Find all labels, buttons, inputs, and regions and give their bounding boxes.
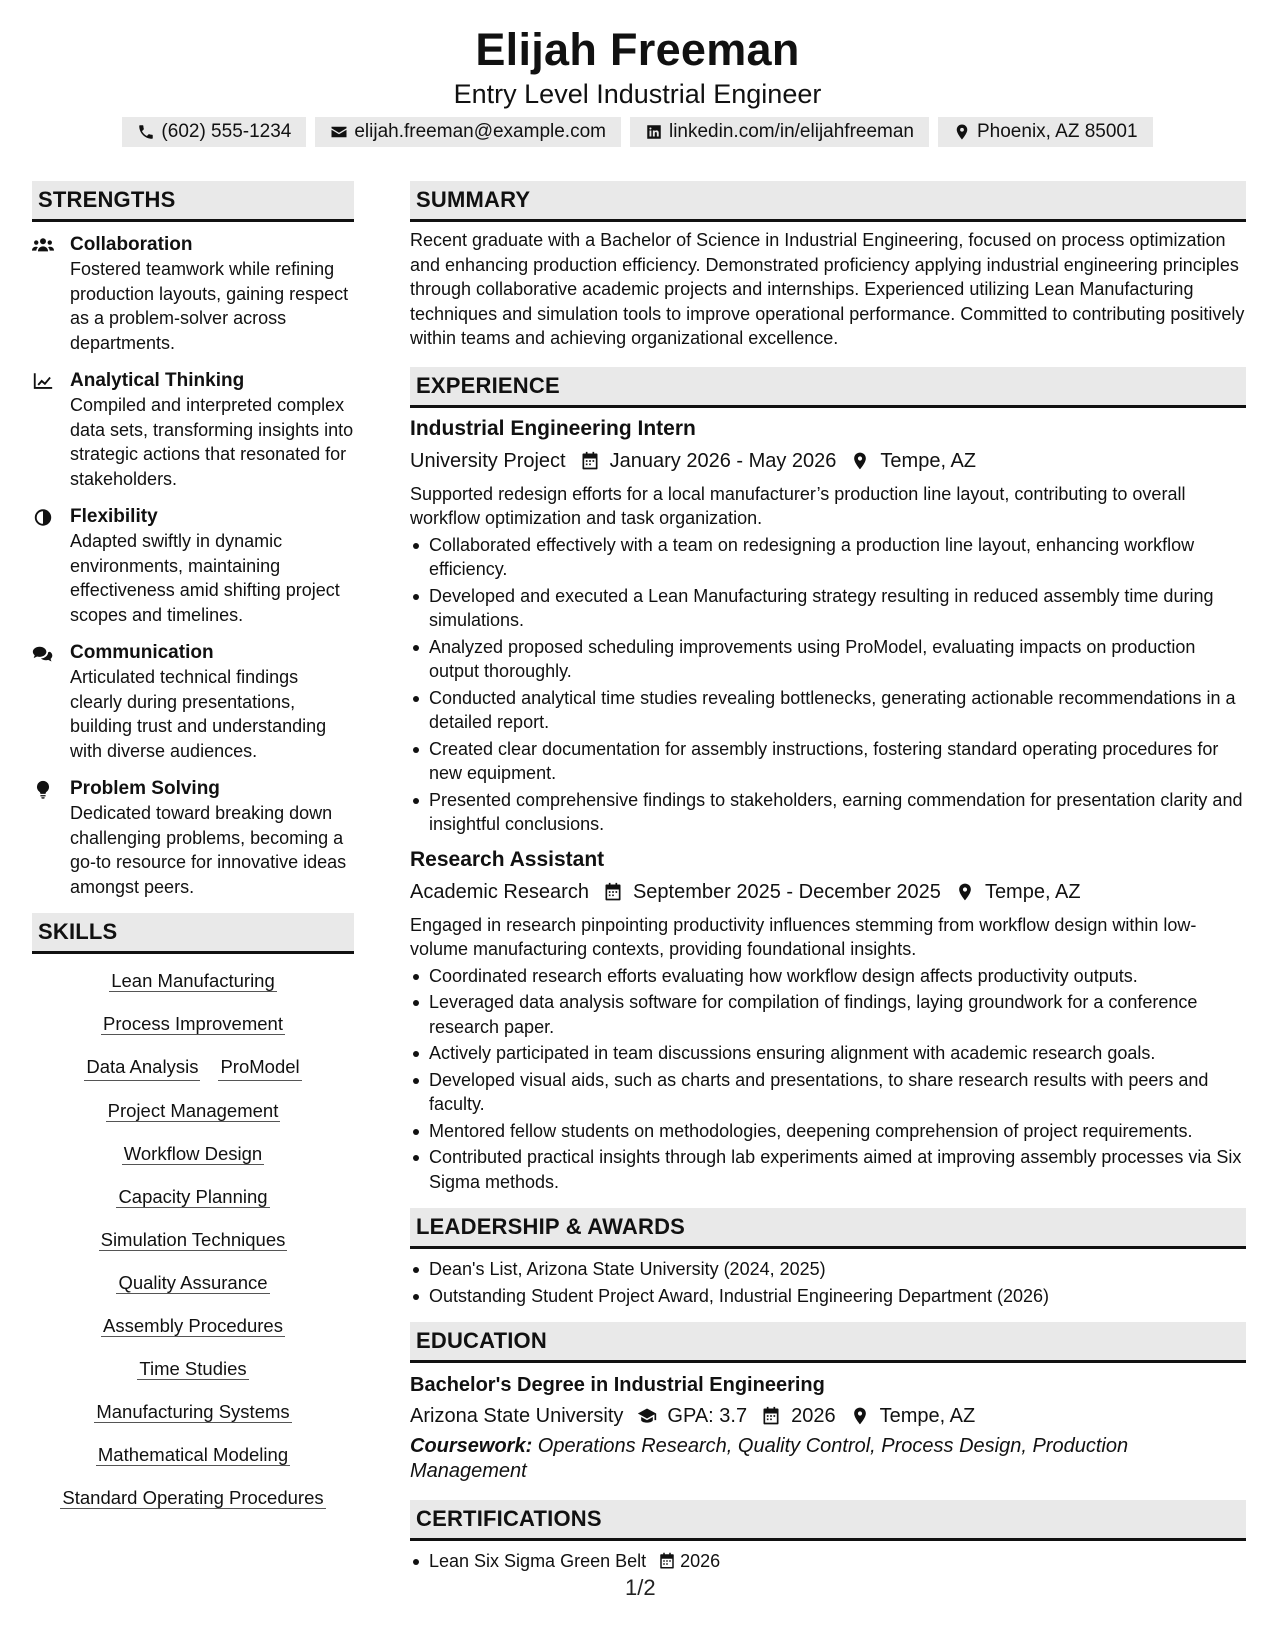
skill-row bbox=[38, 1442, 348, 1468]
job-position: Research Assistant bbox=[410, 847, 605, 871]
linkedin-text: linkedin.com/in/elijahfreeman bbox=[668, 121, 914, 142]
skill-row bbox=[38, 1141, 348, 1167]
strength-desc: Dedicated toward breaking down challenging problems, becoming a go-to resource for innovative ideas amongst peers. bbox=[70, 803, 347, 897]
strength-item bbox=[32, 505, 354, 627]
skill-row bbox=[38, 1270, 348, 1296]
left-column bbox=[32, 181, 354, 1511]
job-position: Industrial Engineering Intern bbox=[410, 416, 696, 440]
job-bullets bbox=[410, 533, 1246, 837]
job-description: Supported redesign efforts for a local manufacturer’s production line layout, contributing to overall workflow optimization and task organization. bbox=[410, 483, 1186, 528]
skill-row bbox=[38, 1485, 348, 1511]
skill-tag: Time Studies bbox=[139, 1358, 247, 1379]
skill-tag: Capacity Planning bbox=[118, 1186, 268, 1207]
skills-heading: SKILLS bbox=[32, 913, 354, 954]
skill-row bbox=[38, 1313, 348, 1339]
skill-tag: Process Improvement bbox=[103, 1013, 283, 1034]
bullet-item: Leveraged data analysis software for compilation of findings, laying groundwork for a conference research paper. bbox=[410, 990, 1246, 1039]
skill-row bbox=[38, 1184, 348, 1210]
certification-year: 2026 bbox=[680, 1551, 721, 1571]
strength-desc: Adapted swiftly in dynamic environments, maintaining effectiveness amid shifting project scopes and timelines. bbox=[70, 531, 340, 625]
contrast-icon bbox=[32, 508, 54, 527]
skill-tag: Manufacturing Systems bbox=[96, 1401, 290, 1422]
contact-linkedin[interactable] bbox=[630, 117, 929, 147]
job-meta bbox=[410, 446, 1246, 476]
school-name: Arizona State University bbox=[410, 1405, 624, 1427]
right-column bbox=[410, 181, 1246, 1576]
users-icon bbox=[32, 236, 54, 255]
contact-bar bbox=[0, 117, 1275, 147]
skill-tag: Standard Operating Procedures bbox=[62, 1487, 324, 1508]
job-dates: January 2026 - May 2026 bbox=[609, 449, 837, 472]
bullet-item: Contributed practical insights through lab experiments aimed at improving assembly processes via Six Sigma methods. bbox=[410, 1145, 1246, 1194]
coursework-label: Coursework: bbox=[410, 1435, 533, 1457]
phone-text: (602) 555-1234 bbox=[161, 121, 292, 142]
contact-email[interactable] bbox=[315, 117, 621, 147]
strength-item bbox=[32, 641, 354, 763]
resume-header bbox=[0, 0, 1275, 147]
job-meta bbox=[410, 877, 1246, 907]
graduation-year: 2026 bbox=[791, 1405, 836, 1427]
job-bullets bbox=[410, 964, 1246, 1195]
bullet-item: Actively participated in team discussions ensuring alignment with academic research goals. bbox=[410, 1041, 1246, 1066]
awards-heading: LEADERSHIP & AWARDS bbox=[410, 1208, 1246, 1249]
bullet-item: Coordinated research efforts evaluating how workflow design affects productivity outputs. bbox=[410, 964, 1246, 989]
experience-heading: EXPERIENCE bbox=[410, 367, 1246, 408]
calendar-icon bbox=[761, 1406, 781, 1426]
bullet-item: Collaborated effectively with a team on redesigning a production line layout, enhancing workflow efficiency. bbox=[410, 533, 1246, 582]
strength-title: Flexibility bbox=[70, 506, 158, 527]
job-location: Tempe, AZ bbox=[984, 880, 1081, 903]
strengths-list bbox=[32, 222, 354, 899]
bullet-item: Conducted analytical time studies revealing bottlenecks, generating actionable recommendations in a detailed report. bbox=[410, 686, 1246, 735]
map-pin-icon bbox=[850, 451, 870, 471]
strength-title: Collaboration bbox=[70, 234, 193, 255]
skill-row bbox=[38, 1356, 348, 1382]
map-pin-icon bbox=[850, 1406, 870, 1426]
page-number: 1/2 bbox=[625, 1575, 656, 1600]
calendar-icon bbox=[580, 451, 600, 471]
strength-desc: Fostered teamwork while refining production layouts, gaining respect as a problem-solver across departments. bbox=[70, 259, 349, 353]
education-heading: EDUCATION bbox=[410, 1322, 1246, 1363]
gpa: GPA: 3.7 bbox=[667, 1405, 748, 1427]
skill-row bbox=[38, 1399, 348, 1425]
map-pin-icon bbox=[955, 882, 975, 902]
contact-phone[interactable] bbox=[122, 117, 306, 147]
email-text: elijah.freeman@example.com bbox=[354, 121, 606, 142]
bullet-item: Developed and executed a Lean Manufacturing strategy resulting in reduced assembly time during simulations. bbox=[410, 584, 1246, 633]
education-meta bbox=[410, 1401, 1246, 1431]
strength-desc: Compiled and interpreted complex data sets, transforming insights into strategic actions that resonated for stakeholders. bbox=[70, 395, 354, 489]
certifications-list bbox=[410, 1549, 1246, 1574]
skill-row bbox=[38, 1011, 348, 1037]
skill-tag: Project Management bbox=[107, 1100, 279, 1121]
strength-item bbox=[32, 369, 354, 491]
bullet-item: Analyzed proposed scheduling improvements using ProModel, evaluating impacts on production output thoroughly. bbox=[410, 635, 1246, 684]
job-title: Entry Level Industrial Engineer bbox=[453, 79, 822, 109]
award-item: Outstanding Student Project Award, Industrial Engineering Department (2026) bbox=[410, 1284, 1246, 1309]
phone-icon bbox=[137, 123, 155, 141]
certifications-heading: CERTIFICATIONS bbox=[410, 1500, 1246, 1541]
degree-title: Bachelor's Degree in Industrial Engineering bbox=[410, 1374, 825, 1396]
skill-tag: Workflow Design bbox=[123, 1143, 263, 1164]
calendar-icon bbox=[658, 1552, 676, 1570]
strength-item bbox=[32, 777, 354, 899]
skill-tag: Data Analysis bbox=[84, 1054, 200, 1081]
graduation-cap-icon bbox=[637, 1406, 657, 1426]
skill-tag: Simulation Techniques bbox=[100, 1229, 286, 1250]
map-pin-icon bbox=[953, 123, 971, 141]
linkedin-icon bbox=[645, 123, 663, 141]
skill-tag: Assembly Procedures bbox=[103, 1315, 283, 1336]
skill-tag: ProModel bbox=[218, 1054, 301, 1081]
candidate-name: Elijah Freeman bbox=[475, 24, 800, 75]
job-entry bbox=[410, 839, 1246, 1195]
coursework bbox=[410, 1434, 1246, 1484]
job-org: University Project bbox=[410, 449, 566, 472]
strength-desc: Articulated technical findings clearly during presentations, building trust and understanding with diverse audiences. bbox=[70, 667, 327, 761]
strengths-heading: STRENGTHS bbox=[32, 181, 354, 222]
bullet-item: Created clear documentation for assembly instructions, fostering standard operating procedures for new equipment. bbox=[410, 737, 1246, 786]
skill-tag: Mathematical Modeling bbox=[97, 1444, 289, 1465]
calendar-icon bbox=[603, 882, 623, 902]
skill-tag: Quality Assurance bbox=[118, 1272, 268, 1293]
strength-title: Communication bbox=[70, 642, 214, 663]
skill-row bbox=[38, 1227, 348, 1253]
coursework-list: Operations Research, Quality Control, Process Design, Production Management bbox=[410, 1435, 1129, 1482]
awards-list bbox=[410, 1257, 1246, 1308]
certification-name: Lean Six Sigma Green Belt bbox=[429, 1551, 647, 1571]
strength-title: Analytical Thinking bbox=[70, 370, 245, 391]
strength-item bbox=[32, 233, 354, 355]
skill-row bbox=[38, 1098, 348, 1124]
lightbulb-icon bbox=[32, 780, 54, 799]
job-location: Tempe, AZ bbox=[880, 449, 977, 472]
bullet-item: Developed visual aids, such as charts and presentations, to share research results with peers and faculty. bbox=[410, 1068, 1246, 1117]
bullet-item: Mentored fellow students on methodologies, deepening comprehension of project requirements. bbox=[410, 1119, 1246, 1144]
contact-location bbox=[938, 117, 1153, 147]
school-location: Tempe, AZ bbox=[879, 1405, 976, 1427]
comments-icon bbox=[32, 644, 54, 663]
chart-line-icon bbox=[32, 372, 54, 391]
summary-text: Recent graduate with a Bachelor of Science in Industrial Engineering, focused on process optimization and enhancing production efficiency. Demonstrated proficiency applying industrial engineering principles through collaborative academic projects and internships. Experienced utilizing Lean Manufacturing techniques and simulation tools to improve operational performance. Committed to contributing positively within teams and achieving organizational excellence. bbox=[410, 230, 1245, 348]
bullet-item: Presented comprehensive findings to stakeholders, earning commendation for presentation clarity and insightful conclusions. bbox=[410, 788, 1246, 837]
award-item: Dean's List, Arizona State University (2024, 2025) bbox=[410, 1257, 1246, 1282]
job-dates: September 2025 - December 2025 bbox=[632, 880, 941, 903]
skill-row bbox=[38, 968, 348, 994]
skills-list bbox=[32, 954, 354, 1511]
job-entry bbox=[410, 408, 1246, 837]
envelope-icon bbox=[330, 123, 348, 141]
location-text: Phoenix, AZ 85001 bbox=[977, 121, 1138, 142]
certification-item bbox=[410, 1549, 1246, 1574]
skill-tag: Lean Manufacturing bbox=[111, 970, 275, 991]
job-org: Academic Research bbox=[410, 880, 589, 903]
job-description: Engaged in research pinpointing productivity influences stemming from workflow design within low-volume manufacturing contexts, providing foundational insights. bbox=[410, 914, 1197, 959]
strength-title: Problem Solving bbox=[70, 778, 220, 799]
summary-heading: SUMMARY bbox=[410, 181, 1246, 222]
